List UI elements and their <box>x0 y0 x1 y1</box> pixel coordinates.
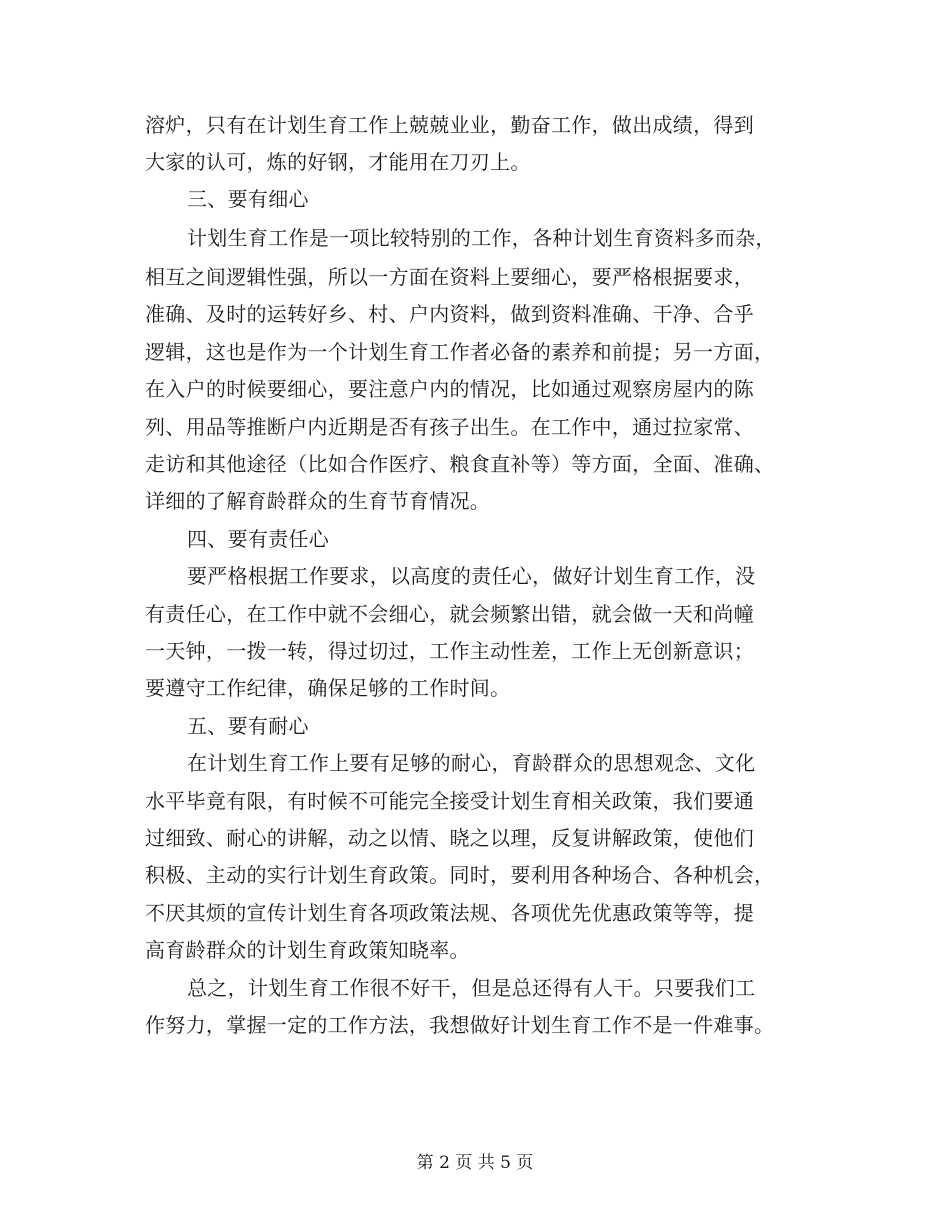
body-text-line: 作努力，掌握一定的工作方法，我想做好计划生育工作不是一件难事。 <box>145 1013 775 1037</box>
body-text-line: 有责任心，在工作中就不会细心，就会频繁出错，就会做一天和尚幢 <box>145 602 754 626</box>
body-text-line: 详细的了解育龄群众的生育节育情况。 <box>145 489 491 513</box>
body-text-line: 过细致、耐心的讲解，动之以情、晓之以理，反复讲解政策，使他们 <box>145 826 754 850</box>
section-heading: 三、要有细心 <box>187 187 309 211</box>
body-text-line: 要严格根据工作要求，以高度的责任心，做好计划生育工作，没 <box>187 564 756 588</box>
section-heading: 五、要有耐心 <box>187 714 309 738</box>
body-text-line: 在入户的时候要细心，要注意户内的情况，比如通过观察房屋内的陈 <box>145 377 754 401</box>
body-text-line: 在计划生育工作上要有足够的耐心，育龄群众的思想观念、文化 <box>187 751 756 775</box>
body-text-line: 逻辑，这也是作为一个计划生育工作者必备的素养和前提；另一方面， <box>145 340 775 364</box>
body-text-line: 计划生育工作是一项比较特别的工作，各种计划生育资料多而杂， <box>187 226 776 250</box>
body-text-line: 高育龄群众的计划生育政策知晓率。 <box>145 938 470 962</box>
body-text-line: 溶炉，只有在计划生育工作上兢兢业业，勤奋工作，做出成绩，得到 <box>145 113 754 137</box>
body-text-line: 不厌其烦的宣传计划生育各项政策法规、各项优先优惠政策等等，提 <box>145 901 754 925</box>
body-text-line: 准确、及时的运转好乡、村、户内资料，做到资料准确、干净、合乎 <box>145 302 754 326</box>
body-text-line: 走访和其他途径（比如合作医疗、粮食直补等）等方面，全面、准确、 <box>145 452 775 476</box>
page-number-footer: 第 2 页 共 5 页 <box>416 1153 534 1173</box>
body-text-line: 大家的认可，炼的好钢，才能用在刀刃上。 <box>145 150 531 174</box>
body-text-line: 积极、主动的实行计划生育政策。同时，要利用各种场合、各种机会， <box>145 863 775 887</box>
body-text-line: 要遵守工作纪律，确保足够的工作时间。 <box>145 676 511 700</box>
body-text-line: 列、用品等推断户内近期是否有孩子出生。在工作中，通过拉家常、 <box>145 415 754 439</box>
body-text-line: 一天钟，一拨一转，得过切过，工作主动性差，工作上无创新意识； <box>145 639 754 663</box>
body-text-line: 总之，计划生育工作很不好干，但是总还得有人干。只要我们工 <box>187 976 756 1000</box>
body-text-line: 水平毕竟有限，有时候不可能完全接受计划生育相关政策，我们要通 <box>145 789 754 813</box>
section-heading: 四、要有责任心 <box>187 527 330 551</box>
body-text-line: 相互之间逻辑性强，所以一方面在资料上要细心，要严格根据要求， <box>145 265 754 289</box>
